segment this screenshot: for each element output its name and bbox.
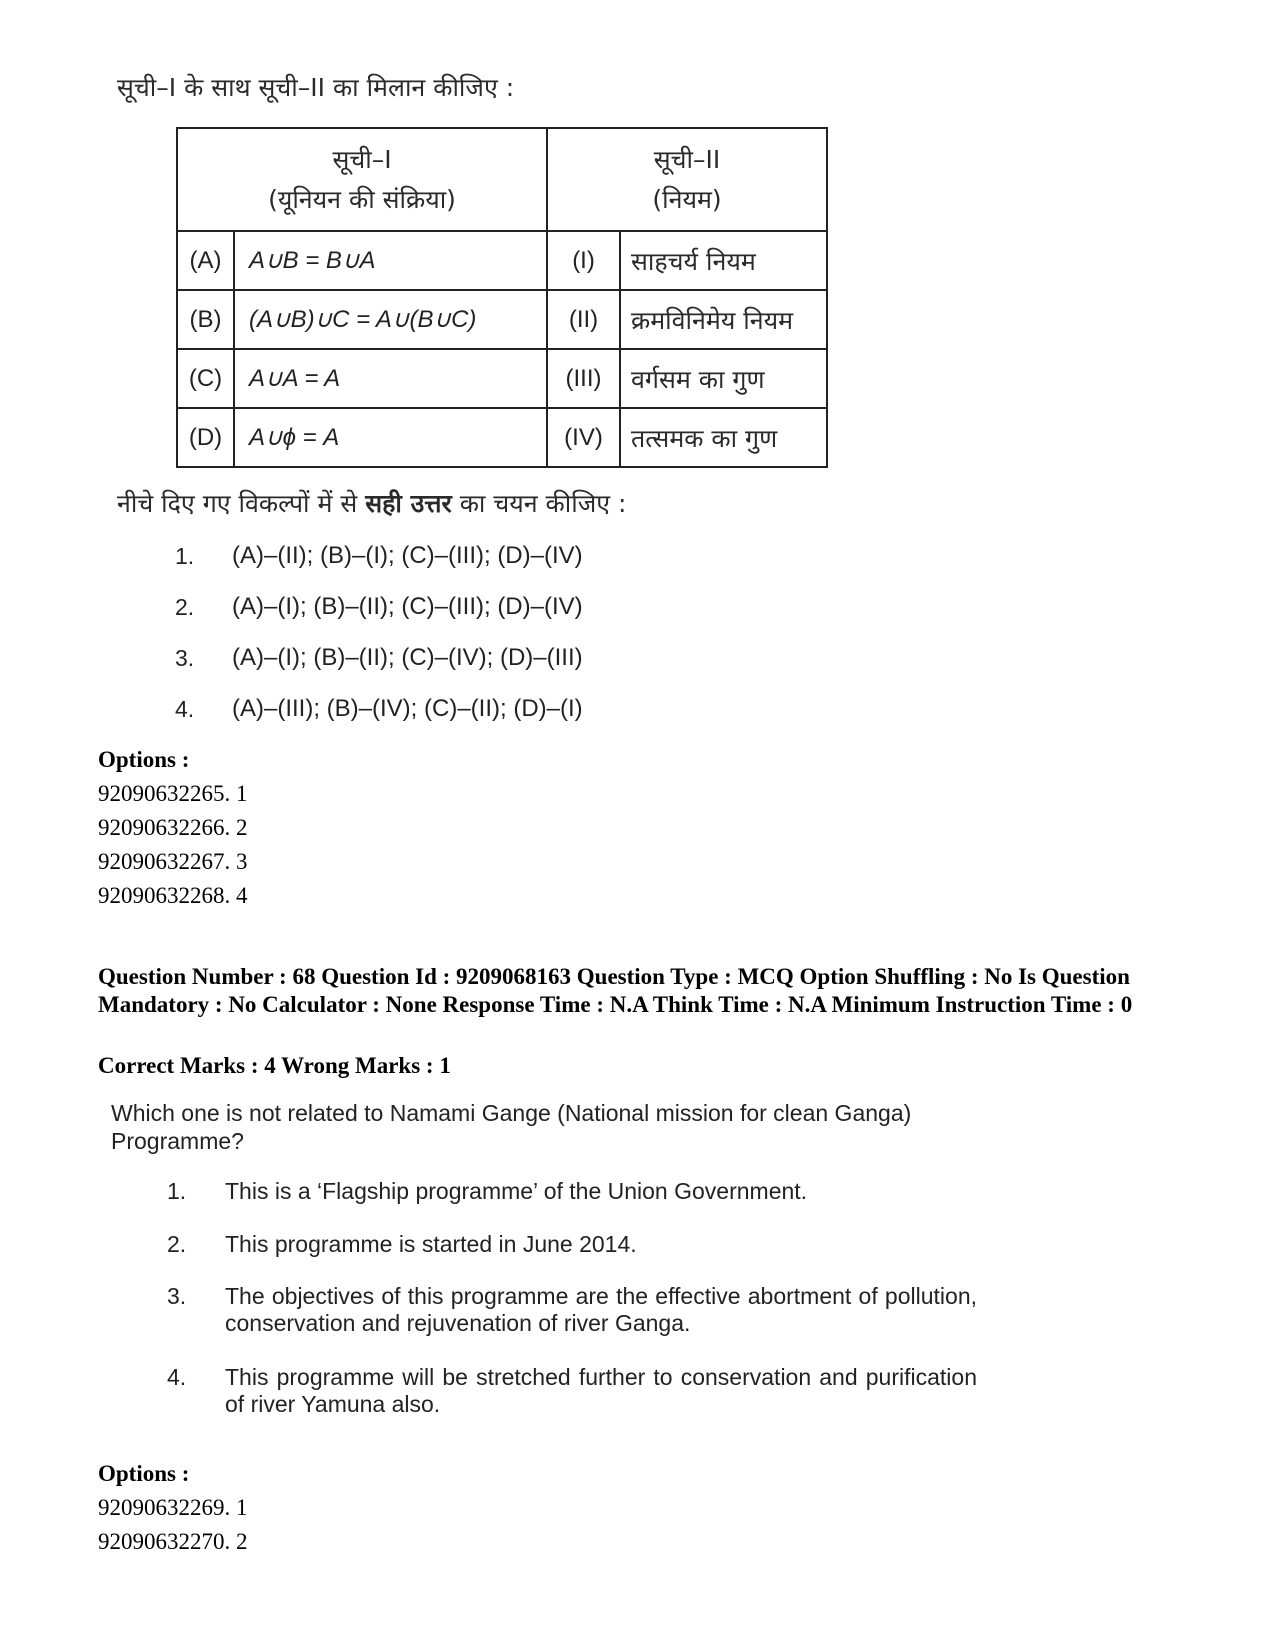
options-heading: Options : (98, 747, 190, 772)
choice-text: This programme will be stretched further to conservation and purification of river Yamuna also. (225, 1364, 977, 1417)
match-table-header (177, 128, 827, 231)
row-rule: तत्समक का गुण (620, 408, 827, 467)
select-suffix: का चयन कीजिए : (459, 489, 627, 518)
row-expression: A∪ϕ = A (234, 408, 547, 467)
row-number: (I) (547, 231, 620, 290)
match-row (177, 231, 827, 290)
question-marks: Correct Marks : 4 Wrong Marks : 1 (98, 1053, 451, 1078)
list2-header (547, 128, 827, 231)
row-expression: A∪B = B∪A (234, 231, 547, 290)
row-label: (B) (177, 290, 234, 349)
option-id: 92090632267. 3 (98, 849, 248, 874)
match-row (177, 290, 827, 349)
choice-number: 4. (167, 1364, 187, 1390)
select-instruction (117, 486, 626, 520)
option-id: 92090632265. 1 (98, 781, 248, 806)
choice-number: 4. (175, 696, 195, 722)
row-label: (D) (177, 408, 234, 467)
list2-title: सूची–II (653, 144, 721, 174)
question-text: Which one is not related to Namami Gange (National mission for clean Ganga) Programme? (111, 1100, 912, 1154)
choice-number: 1. (167, 1178, 187, 1204)
option-id: 92090632268. 4 (98, 883, 248, 908)
match-instruction: सूची–I के साथ सूची–II का मिलान कीजिए : (117, 73, 515, 102)
row-label: (A) (177, 231, 234, 290)
list1-title: सूची–I (332, 144, 392, 174)
choice-text: This is a ‘Flagship programme’ of the Union Government. (225, 1178, 808, 1204)
option-id: 92090632270. 2 (98, 1529, 248, 1554)
option-id: 92090632269. 1 (98, 1495, 248, 1520)
match-row (177, 349, 827, 408)
choice-number: 3. (167, 1283, 187, 1309)
option-id: 92090632266. 2 (98, 815, 248, 840)
list2-subtitle: (नियम) (652, 184, 722, 214)
row-number: (III) (547, 349, 620, 408)
question-meta: Question Number : 68 Question Id : 9209068163 Question Type : MCQ Option Shuffling : No Is Question Mandatory : No Calculator : None Response Time : N.A Think Time : N.A Minimum Instruction Time : 0 (98, 964, 1133, 1017)
choice-number: 2. (175, 594, 195, 620)
choice-number: 3. (175, 645, 195, 671)
choice-text: (A)–(II); (B)–(I); (C)–(III); (D)–(IV) (232, 542, 583, 569)
list1-header (177, 128, 547, 231)
choice-text: (A)–(I); (B)–(II); (C)–(IV); (D)–(III) (232, 644, 583, 671)
row-rule: साहचर्य नियम (620, 231, 827, 290)
row-expression: A∪A = A (234, 349, 547, 408)
choice-text: The objectives of this programme are the effective abortment of pollution, conservation and rejuvenation of river Ganga. (225, 1283, 977, 1336)
choice-number: 1. (175, 543, 195, 569)
row-expression: (A∪B)∪C = A∪(B∪C) (234, 290, 547, 349)
match-table (176, 127, 828, 468)
choice-text: (A)–(III); (B)–(IV); (C)–(II); (D)–(I) (232, 695, 583, 722)
options-heading: Options : (98, 1461, 190, 1486)
select-prefix: नीचे दिए गए विकल्पों में से (117, 489, 358, 518)
list1-subtitle: (यूनियन की संक्रिया) (268, 184, 456, 214)
row-rule: वर्गसम का गुण (620, 349, 827, 408)
select-bold: सही उत्तर (365, 489, 452, 518)
match-row (177, 408, 827, 467)
row-rule: क्रमविनिमेय नियम (620, 290, 827, 349)
choice-text: This programme is started in June 2014. (225, 1231, 637, 1257)
choice-number: 2. (167, 1231, 187, 1257)
row-number: (II) (547, 290, 620, 349)
choice-text: (A)–(I); (B)–(II); (C)–(III); (D)–(IV) (232, 593, 583, 620)
row-number: (IV) (547, 408, 620, 467)
row-label: (C) (177, 349, 234, 408)
